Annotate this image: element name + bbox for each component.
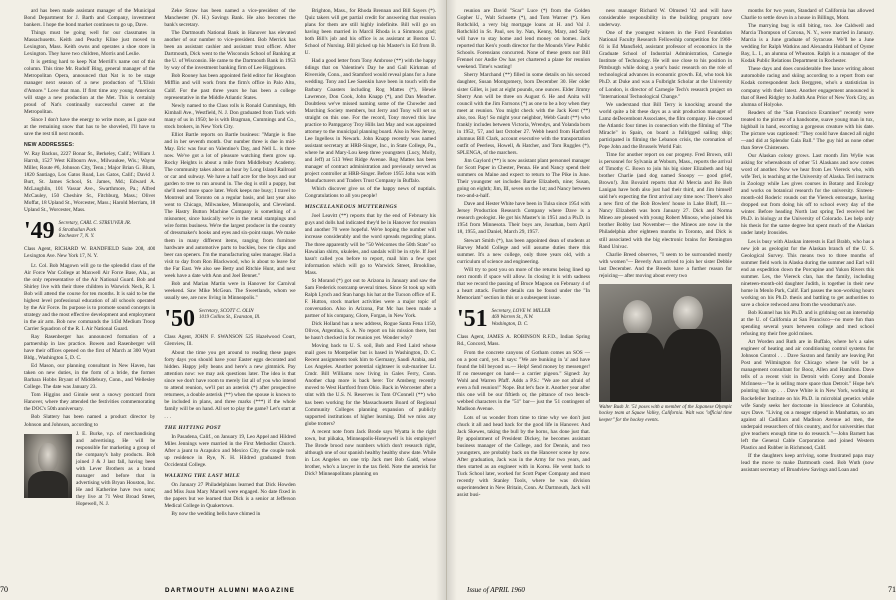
body-paragraph: ard has been made assistant manager of the Municipal Bond Department for J. Barth and Company, investment bankers. I hope the bond market continues to go up, Dave. xyxy=(24,8,156,29)
secretary-50: Secretary, SCOTT C. OLIN xyxy=(199,308,254,314)
body-paragraph: The Dartmouth National Bank in Hanover has elevated another of our number to vice-president. Bob Merrick has been an assistant cashier and assistant trust officer. After Dartmouth, Dick went to the Wisconsin School of Banking at the U. of Wisconsin. He came to the Dartmouth Bank in 1953 by way of the investment banking firm of Lee Higginson. xyxy=(164,30,296,72)
body-paragraph: Zeke Straw has been named a vice-president of the Manchester (N. H.) Savings Bank. He also becomes the bank's secretary. xyxy=(164,8,296,29)
slattery-continued: J. E. Burke, v.p. of merchandising and advertising. He will be responsible for marketing a group of the company's baby products. Bob joined J & J last fall, having been with Lever Brothers as a brand manager and before that in advertising with Bryan Houston, Inc. He and Katherine have two sons; they live at 71 West Broad Street, Hopewell, N. J. xyxy=(76,430,156,508)
hitting-post-para: In Pasadena, Calif., on January 19, Leo Appel and Hildred Miles Jennings were married in the First Methodist Church. After a jaunt to Acapulco and Mexico City, the couple took up residence in Rye, N. H. Hildred graduated from Occidental College. xyxy=(164,433,296,468)
body-paragraph: Bob Rooney has been appointed field editor for Houghton Mifflin and will work from the firm's office in Palo Alto, Calif. For the past three years he has been a college representative in the Middle Atlantic States. xyxy=(164,73,296,101)
secretary-49: Secretary, CARL C. STREUVER JR. xyxy=(58,221,132,227)
secretary-49-addr1: 6 Strathallan Park xyxy=(58,227,96,233)
body-paragraph: One of the youngest winners in the Ford Foundation National Faculty Research Fellowship competition for 1960-61 is Ed Mansfield, assistant professor of economics in the Graduate School of Industrial Administration, Carnegie Institute of Technology. He will use close to his position in Pittsburgh while doing a year's basic research on the role of technological advances in economic growth. Ed, who took his Ph.D. at Duke and was a Fulbright Scholar at the University of London, is director of Carnegie Tech's research project on "International Technological Change." xyxy=(599,30,732,100)
portrait-photo xyxy=(24,434,72,498)
body-paragraph: Dick Holland has a new address, Rogue Santa Fena 1150, Olivos, Argentina, S. A. No report on his mission there, but he hasn't checked in for reunion yet. Wonder why? xyxy=(304,321,436,342)
secretary-51: Secretary, LOVE W. MILLER xyxy=(491,308,551,314)
hockey-photo-caption: Walter Bush Jr. '51 poses with a member of the Japanese Olympic hockey team at Squaw Valley, California. Walt was "official time keeper" for the hockey events. xyxy=(599,404,732,423)
secretary-50-addr: 1019 Collins St., Evanston, Ill. xyxy=(199,315,261,321)
right-column-3 xyxy=(741,8,874,574)
body-paragraph: months for two years, Standard of California has allowed Charlie to settle down in a house in Billings, Mont. xyxy=(741,8,874,22)
body-paragraph: St Morand (*) got out to Arizona in January and saw the Sam Frederick rootcamp several times. Since St took up with Ralph Lynch and Stan hangs his hat at the Tucson office of E. F. Hutton, stock market activities were a major topic of conversation. Also in Arizona, Pat Mc has been made a partner of his company, Glore, Forgan, in New York. xyxy=(304,277,436,319)
slattery-para: Bob Slattery has been named a product director by Johnson and Johnson, according to xyxy=(24,414,156,428)
hockey-photo xyxy=(599,284,732,402)
body-paragraph: Stewart Smith (*), has been appointed dean of students at Harvey Mudd College and will assume duties there this summer. It's a new college, only three years old, with a curriculum of science and engineering. xyxy=(457,237,590,265)
secretary-49-addr2: Rochester 7, N. Y. xyxy=(58,233,95,239)
body-paragraph: On January 27 Philadelphians learned that Dick Howden and Miss Joan Mary Marsell were engaged. No date fixed in the papers but we learned that Dick is a senior at Jefferson Medical College in Quakertown. xyxy=(164,481,296,510)
class-agent-49: Class Agent, RICHARD W. BANDFIELD Suite 208, 400 Lexington Ave. New York 17, N. Y. xyxy=(24,246,156,259)
left-column-1 xyxy=(24,8,155,574)
body-paragraph: Moving back to U. S. soil, Bob and Fred Laird whose mail goes to Montpelier but is based in Washington, D. C. Recent assignments took him to Germany, Saudi Arabia, and Los Angeles. Another potential sightseer is sub-mariner Lt. Cmdr. Bill Williams now living in Gales Ferry, Conn. Another chap more is back here: Tor Amsberg recently moved to West Hartford from Ohio. Back in Worcester after a stint with the U.S. N. Reserves is Tom O'Connell (**) who has been working for the Massachusetts Board of Regional Community Colleges planning expansion of publicly supported institutions of higher learning. Did we miss any globe trotters? xyxy=(304,343,436,427)
body-paragraph: From the concrete canyons of Gotham comes an SOS — on a post card, yet. It says: "We are bunking in 'a' and have found the bill beyond us.— Help! Send money by messenger! If no messenger on hand— a carrier pigeon." Signed: Jay Wohl and Warren Pfaff. Adds a P.S.: "We are not afraid of even a full reunion!" Nope. But let's face it. Another year after this one will be our fiftieth or, the pittance of two bench-webbed characters in the "51" bar— just the '51 contingent of Madison Avenue. xyxy=(457,350,590,413)
body-paragraph: Ed Mason, our planning consultant in New Haven, has taken on new duties, in the form of a bride, the former Barbara Hobbs Bryant of Middlebury, Conn., and Wellesley College. The date was January 23. xyxy=(24,363,156,391)
body-paragraph: Sherry Marchand (**) filled in some details on his second daughter, Susan Montgomery, born December 30. Her older sister Gillet, is just at eight pounds, one ounces. Elder Jimmy Sherry Ann will be three on August 6. He and Anita will council with the Jim Farrsons (*) as one to be a boy when they meet at reunion. You might check with the Jack Kent (**) also, too. Ray! So might your neighbor, Webb Gault (**) who frankly includes between Victoria, Wrendys, and Yolanda born in 1952, '57, and last October 27. Webb heard from Hartford alumnus Bill Clark, account executive with the transportation outfit of Peerless, Howell, & Hatcher, and Tom Ruggles (*), SPLENGA, of the marchers. xyxy=(457,72,590,156)
body-paragraph: A recent note from Jack Brode says Wyatta is the right town, but piikaka, Minneapolis-Honeywell is his employer! The Brode brood now numbers which don't research right, although one of our spanish healthy healthy show date. While in Los Angeles on one trip Jack met Bob Gadd, whose brother, who's a lawyer in the tax field. Note the asterisk for Dick? Minneapolitans planning on xyxy=(304,428,436,477)
body-paragraph: If the daughters keep arriving, some frustrated papa may lead the move to make Dartmouth coed. Bob Wuth (now assistant secretary of Broadview Savings and Loan and xyxy=(741,452,874,473)
body-paragraph: These days and does considerable free lance writing about automobile racing and skiing according to a report from our Kodak correspondent Jack Berggren, who's a statistician in company with their latest. Another engagement announced is that of Reed Ridgley to Judith Ann Prior of New York City, an alumna of Holyoke. xyxy=(741,66,874,108)
right-column-2 xyxy=(599,8,732,574)
class-agent-50: Class Agent, JOHN F. SWANSON 525 Hazelwood Court, Glenview, Ill. xyxy=(164,333,296,347)
body-paragraph: Since I don't have the energy to write more, as I gaze out at the remaining snow that has to be shoveled, I'll have to save the rest till next month. xyxy=(24,116,156,137)
right-folio: 71 xyxy=(888,585,896,594)
secretary-51-addr1: 469 Warren St., N.W. xyxy=(491,315,534,321)
right-footer xyxy=(447,582,896,594)
class-year-49: '49 xyxy=(24,218,55,245)
body-paragraph: Les is busy with Alaskan interests is Earl Brabb, who has a new job as geologist for the Alaskan branch of the U. S. Geological Survey. This means two to three months of summer field work in Alaska during the summer and Earl will end an expedition down the Porcupine and Yukon Rivers this summer. Les, the Viereck clan, has the family, including nineteen-month-old daughter Judith, is together in their new home in Menlo Park, Calif. Earl passes the non-working hours working on his Ph.D. thesis and battling to get authorities to save a choice redwood area from the woodsman's axe. xyxy=(741,238,874,308)
body-paragraph: We understand that Bill Terry is knocking around the world quite a bit these days as a unit production manager of Lamz deDecembont Associates, the film company. He crossed the Atlantic four times in connection with the filming of "The Miracle" in Spain, on board a fullrigged sailing ship; participated in filming the Lebanon crisis, the coronation of Pope John and the Brussels World Fair. xyxy=(599,101,732,150)
class-51-header xyxy=(457,305,590,332)
body-paragraph: Bob Kunnel has his Ph.D. and is gridning out an internship at the U. of California at San Francisco—no more fun than spending several years between college and med school refusing my their free gold mines. xyxy=(741,309,874,338)
left-footer xyxy=(0,582,446,594)
misc-mutterings-heading: MISCELLANEOUS MUTTERINGS xyxy=(304,204,398,211)
body-paragraph: Charlie Breed observes, "I seem to be surrounded mostly with women"— Beverly Ann arrived to join her sister Debbie last December. And the Breeds have a further reason for rejoicing— after moving about every two xyxy=(599,251,732,279)
hitting-post-heading: THE HITTING POST xyxy=(164,424,222,431)
body-paragraph: It is getting hard to keep Nat Merrill's name out of this column. This time Mr. Rudolf Bing, general manager of the Metropolitan Opera, announced that Nat is to be stage manager next season of a new production of "L'Elisir d'Amore." Love that man. If first time any young American will stage a new production at the Met. This is certainly proud of Nat's continually successful career at the Metropolitan. xyxy=(24,59,156,115)
body-paragraph: Tom Higgins and Ginnie sent a snowy postcard from Hanover, where they attended the festivities commemorating the DOC's 50th anniversary. xyxy=(24,392,156,413)
left-column-3 xyxy=(305,8,436,574)
body-paragraph: Will try to post you on more of the returns being lined up next month if space will allow. In closing it is with sadness that we record the passing of Bruce Magoon on February 4 of a heart attack. Further details can be found under the "In Memoriam" section in this or a subsequent issue. xyxy=(457,266,590,301)
right-page xyxy=(446,0,896,600)
body-paragraph: Our Alaskan colony grows. Last month Jim Wylie was asking for whereabouts of other '51 Alaskans and now comes word of another. Now we hear from Les Viereck who, with wife Teri, is teaching at the University of Alaska. Teri instructs in Zoology while Les gives courses in Botany and Ecology and works on botanical research for the university. Sixteen-month-old Roderic rounds out the Viereck entourage, having dropped out from doing his off to school every day of the winter. Before heading North last spring Ted received her Ph.D. in biology at the University of Colorado. Les help only his thesis for the same degree but spent much of the Alaskan under lately Ironsides. xyxy=(741,152,874,237)
body-paragraph: By now the wedding bells have chimed in xyxy=(171,511,261,518)
addresses-list: W. Ray Backus, 2227 Bonar St., Berkeley, Calif.; William J. Harrsh, 1527 West Kilbourn Ave., Milwaukee, Wis.; Wayne Miller, Route #6, Johnson City, Tenn.; Major Brian G. Blum, 1820 Santiago, Los Gatos Road, Los Gatos, Calif.; David J. Burt, St. James School, St. James, Md.; Edward A. McLaughlin, 101 Vassar Ave., Swarthmore, Pa.; Alfred McCauley, 150 Cheshire St., Fitchburg, Mass.; Oliver Moffat, 18 Upland St., Worcester, Mass.; Harold Merriam, 18 Upland St., Worcester, Mass. xyxy=(24,150,156,214)
body-paragraph: Jim Gaylord (**) is now assistant plant personnel manager for Scott Paper in Chester, Penna. He and Nancy spend their summers on Maine and expect to return to The Pike in June. Their youngster set includes Barrie Elizabeth, nine; Susan, going on eighth; Jim, III, seven on the 1st; and Nancy between two-and-a-half. xyxy=(457,157,590,200)
body-paragraph: About the time you get around to reading these pages forty days you should have your Easter eggs decorated and hidden. Happy jelly beans and here's a new gimmick. Pay attention now: we may ask questions later. The idea is that since we don't have room to merely list all of you who intend to attend reunion, we'll put an asterisk (*) after prospective returnees, a double asterisk (**) when the spouse is known to be included in plans, and three marks (***) if the whole family will be on hand. All set to play the game? Let's start at . . . xyxy=(164,350,296,420)
body-paragraph: Had a good letter from Tony Ambrose (**) with the happy tidings that on Valentine's Day he and Gail Kirkman of Riverside, Conn., and Stamford would reveal plans for a June wedding. Tony and Lee Saenkin have been in touch with the Barbary Coasters including Rog Mattes (*), Hewie Lawrence, Don Cook, John Knapp (*), and Dan Meacher. Doubtless we've missed naming some of the Chowder and Marching Society members, but Jerry and Tony will set us straight on this one. For the record, Tony moved this law practice to Pampgaroy Troy Hills last May and was appointed attorney to the municipal planning board. Also in New Jersey, Lee Ingelless in Newark. John Knapp recently was named assistant secretary at HRB-Singer, Inc., in State College, Pa., where he and Mary-Lou keep three youngsters (Lucy, Molly, and Jeff) at 513 West Ridge Avenue. Rog Mattes has been manager of contract administration and previously served as project controller at HRB-Singer. Before 1955 John was with Manufacturers and Traders Trust Company in Buffalo. xyxy=(304,58,436,185)
body-paragraph: Lots of us wonder from time to time why we don't just chuck it all and head back for the good life in Hanover. And Jack Skewes, taking the bull by the horns, has done just that. By appointment of President Dickey, he becomes assistant business manager of the College, and for Dennis, and two youngsters, are probably back on the Hanover scene by now. After graduation, Jack was in the Army for two years, and then started as an engineer with in Korea. He went back to Tuck School later, worked for Scott Paper Company and most recently with Stanley Tools, where he was division superintendent in New Britain, Conn. At Dartmouth, Jack will assist busi- xyxy=(457,414,590,499)
secretary-51-addr2: Washington, D. C. xyxy=(491,321,529,327)
left-column-2 xyxy=(164,8,295,574)
body-paragraph: Readers of the "San Francisco Examiner" recently were treated to the picture of a handsome, suave young man in tux, highball in hand, escorting a gorgeous creature with his date. The picture was captioned: "They could have danced all night—and did at Splendor Gala Ball." The guy hid as none other than Steve Chistensen. xyxy=(741,109,874,151)
class-year-51: '51 xyxy=(457,305,488,332)
body-paragraph: Elliot Bartle reports on Bartle business: "Margie is fine and in her seventh month. Our number three is due in mid-May. Eric was four on Valentine's Day, and Nell L. is three now. We've got a lot of pleasure watching them grow up. Rocky Heights is about a mile from Middlebury Academy. The community takes about an hour by Long Island Railroad or car and subway. We have a half acre for the boys and our garden to tree to run around in. The dog is still a puppy, but she'll need more space later. Work keeps me busy; I travel to Montreal and Toronto on a regular basis, and last year also went to Chicago, Milwaukee, Minneapolis, and Cleveland. The Hastry Button Machine Company is something of a misnomer, since basically we're in the metal stampings and wire forms business. We're the largest producer in the country of dressmaker's hooks and eyes and six-point snaps. We make them in many different items, ranging from furniture hardware and automotive parts to buckles, bow tie clips and beer can openers. I'm the manufacturing sales manager. Had a visit to day from Ron Blackwood, who is about to leave for the Far East. We also see Betty and Ritchie Hunt, and next week have a date with Ann and Joel Bennet." xyxy=(164,131,296,279)
magazine-name: DARTMOUTH ALUMNI MAGAZINE xyxy=(165,587,296,594)
left-folio: 70 xyxy=(0,585,8,594)
body-paragraph: ness manager Richard W. Olmsted '42 and will have considerable responsibility in the building program now underway. xyxy=(599,8,732,29)
body-paragraph: reunion are David "Scar" Luce (*) from the Golden Gopher U., Walt Schuette (*), and Tom Warner (*). Ken Rothchild, a very big mortgage loans at H. and Val J. Rothchild in St. Paul, sex by. Nan, Kenny, Mary, and Sally will have to stay home and lend money on homes. Jack reported that Ken's youth director for the Mounds View Public Schools. Forensians concurred. None of these gents nor Bill Frennel nor Andie Ow has yet chartered a plane for reunion weekend. Time's wasting! xyxy=(457,8,590,71)
new-addresses-heading: NEW ADDRESSES: xyxy=(24,141,75,148)
class-50-header xyxy=(164,305,295,332)
right-column-1 xyxy=(457,8,590,574)
body-paragraph: Brighton, Mass., for Rhoda Brennan and Bill Sayers (*). Quiz takers will get partial credit for answering that reunion plans for them are still highly indefinite. Bill will go on having been married in Marcil Rhoda is a Simmons grad; both Bill's job and his office is as assistant at Boston U. School of Nursing. Bill picked up his Master's in Ed from B. U. xyxy=(304,8,436,57)
body-paragraph: Which discover give us of the happy news of nuptials. Congratulations to all you people! xyxy=(304,186,436,200)
body-paragraph: Ray Rasenberger has announced formation of a partnership in law practice. Bowen and Rasenberger will have their offices opened on the first of March at 300 Wyatt Bldg., Washington 5, D. C. xyxy=(24,333,156,362)
body-paragraph: Lt. Col. Bob Magown will go to the splendid class of the Air Force War College at Maxwell Air Force Base, Ala., as the only representative of the Air National Guard. Bob and Shirley live with their three children in Warwick Neck, R. I. Bob will attend the course for ten months. It is said to be the highest level professional education of all schools operated by the Air Force. Its purpose is to promote sound concepts in strategy and the most effective development and employment in the air arm. Bob now commands the 143d Medium Troop Carrier Squadron of the R. I. Air National Guard. xyxy=(24,262,156,332)
class-agent-51: Class Agent, JAMES A. ROBINSON R.F.D., Indian Spring Rd., Concord, Mass. xyxy=(457,333,590,347)
left-page xyxy=(0,0,446,600)
body-paragraph: Bob and Marian Martin were in Hanover for Carnival weekend. Saw Mike McGean. The Sweetlands, whom we usually see, are now living in Minneapolis." xyxy=(164,280,296,301)
class-year-50: '50 xyxy=(164,305,195,332)
body-paragraph: Newly named to the Class rolls is Ronald Cummings, 8th Kimball Ave., Westfield, N. J. Don graduated from Tuck with many of us in 1950; he is with Bragman, Cummings and Co., stock brokers, in New York City. xyxy=(164,102,296,130)
walking-last-mile-heading: WALKING THE LAST MILE xyxy=(164,472,240,479)
body-paragraph: The marrying bug is still biting, too. Joe Caldwell and Marcia Thompson of Corona, N. Y., were married in January. Marcia is a June graduate of Syracuse. We'll be a June wedding for Ralph Watkins and Alexandra Hubbard of Oyster Bay, L. I., an alumna of Wheaton. Ralph is a manager of the Kodak Public Relations Department in Rochester. xyxy=(741,23,874,65)
body-paragraph: Art Worden and Ruth are in Buffalo, where he's a sales engineer of heating and air conditioning control systems for Johnson Control . . . Dave Saxton and family are leaving Pat Post and Wilmington for Chicago where he will be a management consultant for Booz, Allen and Hamilton. Dave tells of a recent visit in Detroit with Corey and Donnie McInness—"he is selling more space than Detroit." Hope he's pointing him up . . . Dave White is in New York, working at Rockefeller Institute on his Ph.D. in microbial genetics while wife Sandy seeks her doctorate in bioscience at Columbia, says Dave. "Living on a meager stipend in Manhattan, so am against all Cadillacs and Madison Avenue ad men, the underpaid researchers of this country, and for universities that give teachers enough time to do research."—John Barnett has left the General Cable Corporation and joined Western Plastics and Rubber in Richmond, Calif. xyxy=(741,339,874,451)
class-49-header xyxy=(24,218,155,245)
body-paragraph: Dave and Hester White have been in Tulsa since 1954 with Jersey Production Research Company where Dave is a research geologist. He got his Master's in 1951 and a Ph.D. in 1954 from Minnesota. Their boys are, Jonathan, born April 18, 1955, and Daniel, March 29, 1957. xyxy=(457,201,590,236)
body-paragraph: Things must be going well for our classmates in Massachusetts. Keith and Peachy Kline just moved to Lexington, Mass. Keith owns and operates a shoe store in Lexington. They have two children, Morris and Leslie. xyxy=(24,30,156,58)
body-paragraph: Joel Leavitt (**) reports that by the end of February his guys and dolls had indicated they'd be in Hanover for reunion and another 70 were hopeful. We're hoping the number will increase considerably and the word spreads regarding plans. The three apparently will be "50 Welcomes the 50th State" so Hawaiian shirts, ukuleles, and sandals will be in style. If Joel hasn't called you before to report, mail him a few spot information which will go to Warwick Street, Brookline, Mass. xyxy=(304,213,436,276)
body-paragraph: Time for another report on our progeny. Fred Brown, still is personnel for Sylvania at Woburn, Mass., reports the arrival of Timothy C. Bown to join his big sister Elizabeth and big brother Charlie (and dog named Snoopy — good grief, Brown!). Jim Bovaird reports that Al Mercia and Bo Bob Lanigan have both also just had their third, and Jim himself said he's expecting the first arrival any time now: There's also a new first of the Bob Bowlers' house in Lake Bluff, Ill.—Nancy Elizabeth was born January 27. Dick and Norma Mineo are pleased with young Robert Minoso, who joined his brother Bobby last November— the Mineos are now in the Philadelphia after eighteen months in Toronto, and Dick is still associated with the big electronic brains for Remington Rand Univac. xyxy=(599,151,732,250)
issue-date: Issue of APRIL 1960 xyxy=(467,586,525,594)
